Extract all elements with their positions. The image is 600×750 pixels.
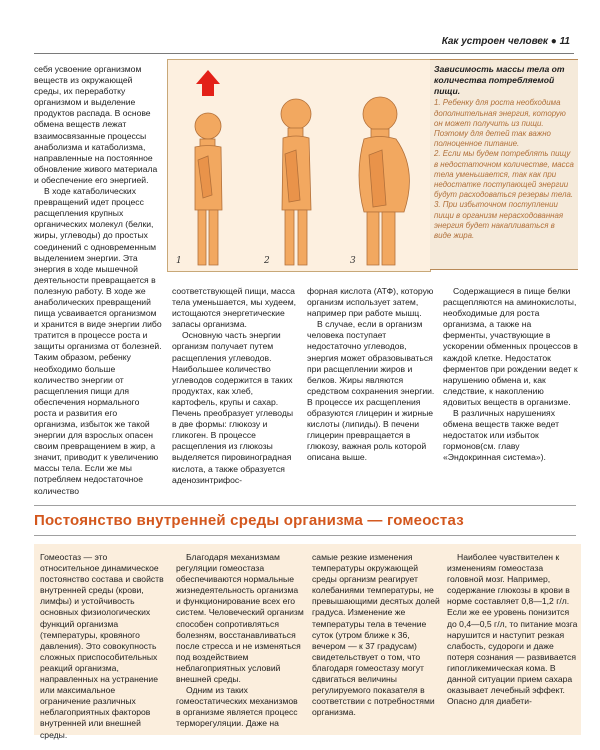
- figure-child-silhouette: [195, 113, 222, 265]
- caption-item: 3. При избыточном поступлении пищи в организм нерасходованная энергия будет накапливаться в виде жира.: [434, 200, 564, 241]
- running-title: Как устроен человек: [441, 36, 548, 47]
- section-title: Постоянство внутренней среды организма — гомеостаз: [34, 512, 464, 529]
- section-column-2: [176, 552, 304, 730]
- caption-title: Зависимость массы тела от количества потребляемой пищи.: [434, 64, 565, 96]
- figure-label-1: 1: [176, 256, 182, 266]
- header-rule: [34, 53, 574, 54]
- paragraph: Благодаря механизмам регуляции гомеостаза обеспечиваются нормальные жизнедеятельность организма и функционирование всех его систем. Человеческий организм способен сопротивляться болезням, восстанавливаться после стресса и не изменяться под воздействием неблагоприятных условий внешней среды.: [176, 552, 304, 685]
- section-column-4: [447, 552, 578, 707]
- caption-item: 1. Ребенку для роста необходима дополнительная энергия, которую он может получить из пищи. Поэтому для детей так важно полноценное питание.: [434, 98, 566, 149]
- upper-column-2: [172, 286, 300, 486]
- paragraph: соответствующей пищи, масса тела уменьшается, мы худеем, истощаются энергетические запасы организма.: [172, 286, 297, 330]
- upper-column-3: [307, 286, 435, 464]
- section-column-1: [40, 552, 168, 741]
- figure-thin-silhouette: [281, 99, 311, 265]
- figure-label-3: 3: [350, 256, 356, 266]
- figure-svg: [168, 60, 430, 271]
- running-header: [442, 36, 570, 47]
- paragraph: Гомеостаз — это относительное динамическое постоянство состава и свойств внутренней среды (крови, лимфы) и устойчивость основных физиологических функций организма (температуры, кровяного давления). Это совокупность сложных приспособительных реакций организма, направленных на устранение или максимальное ограничение различных неблагоприятных факторов внутренней или внешней среды.: [40, 552, 164, 740]
- paragraph: себя усвоение организмом веществ из окружающей среды, их переработку организмом и выделение продуктов распада. В основе обмена веществ лежат взаимосвязанные процессы анаболизма и катаболизма, направленные на постоянное обновление живого материала и обеспечение его энергией.: [34, 64, 158, 185]
- paragraph: Наиболее чувствителен к изменениям гомеостаза головной мозг. Например, содержание глюкозы в крови в норме составляет 0,8—1,2 г/л. Если же ее уровень понизится до 0,4—0,5 г/л, то питание мозга нарушится и наступит резкая слабость, судороги и даже потеря сознания — развивается гипогликемическая кома. В данной ситуации прием сахара оказывает лечебный эффект. Опасно для диабети-: [447, 552, 578, 707]
- page-number: 11: [559, 36, 570, 47]
- upper-column-1: [34, 64, 162, 497]
- paragraph: Основную часть энергии организм получает путем расщепления углеводов. Наибольшее количество углеводов содержится в таких продуктах, как хлеб, картофель, крупы и сахар. Печень преобразует углеводы в две формы: глюкозу и гликоген. В процессе расщепления из глюкозы выделяется пировиноградная кислота, а также образуется аденозинтрифос-: [172, 330, 294, 485]
- bullet-icon: ●: [550, 36, 557, 47]
- section-rule-bottom: [34, 535, 576, 536]
- upper-column-4: [443, 286, 578, 464]
- paragraph: В ходе катаболических превращений идет процесс расщепления крупных органических молекул (белки, жиры, углеводы) до простых соединений с одновременным выделением энергии. Эта энергия в ходе мышечной деятельности превращается в полезную работу. В ходе же анаболических превращений пища усваивается организмом и хранится в виде энергии либо тратится в процессе роста и защиты организма от болезней. Таким образом, ребенку необходимо больше количество энергии от расщепления пищи для обеспечения нормального роста и развития его организма, избыток же такой энергии для взрослых опасен своим превращением в жир, а значит, приводит к увеличению массы тела. Если же мы потребляем недостаточное количество: [34, 186, 162, 496]
- figure-label-2: 2: [264, 256, 270, 266]
- paragraph: Содержащиеся в пище белки расщепляются на аминокислоты, необходимые для роста организма, а также на ферменты, участвующие в ускорении обменных процессов в каждой клетке. Недостаток ферментов при рождении ведет к нарушению обмена и, как следствие, к накоплению ядовитых веществ в организме.: [443, 286, 578, 407]
- paragraph: В случае, если в организм человека поступает недостаточно углеводов, энергия может образовываться при расщеплении жиров и белков. Жиры являются средством сохранения энергии. В процессе их расщепления образуются глицерин и жирные кислоты (липиды). В печени глицерин превращается в глюкозу, важная роль которой описана выше.: [307, 319, 435, 463]
- paragraph: форная кислота (АТФ), которую организм использует затем, например при работе мышц.: [307, 286, 434, 319]
- caption-item: 2. Если мы будем потреблять пищу в недостаточном количестве, масса тела уменьшается, так как при недостатке поступающей энергии будут расходоваться резервы тела.: [434, 149, 574, 200]
- paragraph: самые резкие изменения температуры окружающей среды организм реагирует колебаниями температуры, не превышающими десятых долей градуса. Изменение же температуры тела в течение суток (утром ближе к 36, вечером — к 37 градусам) свидетельствует о том, что благодаря гомеостазу могут сдвигаться величины регулируемого показателя в соответствии с потребностями организма.: [312, 552, 440, 718]
- paragraph: Одним из таких гомеостатических механизмов в организме является процесс терморегуляции. Даже на: [176, 685, 298, 729]
- figure-caption: [430, 59, 578, 270]
- figure-illustration: [167, 59, 431, 272]
- paragraph: В различных нарушениях обмена веществ также ведет недостаток или избыток гормонов(см. главу «Эндокринная система»).: [443, 408, 560, 463]
- section-rule-top: [34, 505, 576, 506]
- figure-heavy-silhouette: [359, 97, 409, 265]
- section-column-3: [312, 552, 440, 718]
- growth-arrow-icon: [196, 70, 220, 96]
